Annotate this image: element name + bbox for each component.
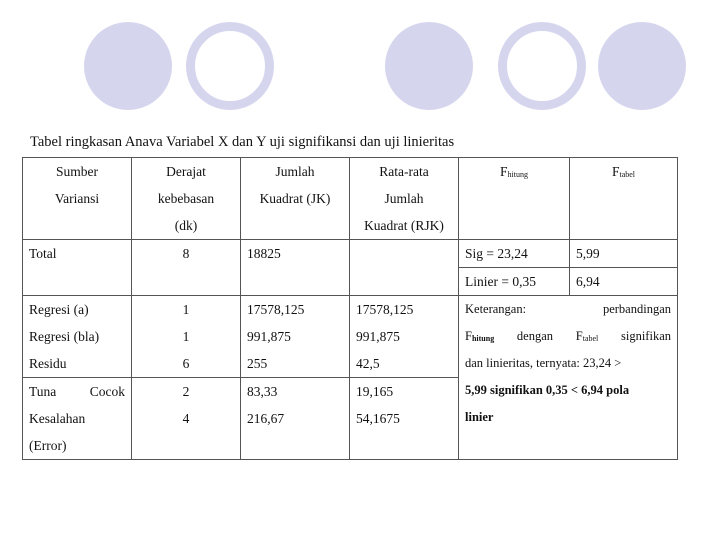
keterangan-line: 5,99 signifikan 0,35 < 6,94 pola <box>465 383 630 397</box>
cell-tuna-jk <box>241 378 350 460</box>
label-residu: Residu <box>29 356 67 371</box>
keterangan-line <box>465 323 671 350</box>
header-text: Jumlah <box>384 191 424 206</box>
cell-sig-tabel: 5,99 <box>570 240 678 268</box>
header-f-tabel <box>570 158 678 240</box>
cell-total-label: Total <box>23 240 132 296</box>
cell-tuna-dk <box>132 378 241 460</box>
cell-regresi-labels <box>23 296 132 378</box>
header-text: F <box>611 164 620 179</box>
decorative-circle-ring <box>498 22 586 110</box>
cell-total-dk: 8 <box>132 240 241 296</box>
decorative-circle-filled <box>385 22 473 110</box>
table-caption: Tabel ringkasan Anava Variabel X dan Y uji signifikansi dan uji linieritas <box>30 134 455 150</box>
cell-linier: Linier = 0,35 <box>459 268 570 296</box>
keterangan-f-hitung: $F_{hitung}$ <box>465 329 495 343</box>
cell-tuna-labels <box>23 378 132 460</box>
header-text: F <box>500 164 508 179</box>
table-row-regresi <box>23 296 678 378</box>
cell-total-rjk <box>350 240 459 296</box>
value-jk: 991,875 <box>247 329 291 344</box>
value-rjk: 991,875 <box>356 329 400 344</box>
cell-sig: Sig = 23,24 <box>459 240 570 268</box>
label-kesalahan: Kesalahan <box>29 411 86 426</box>
header-jumlah-kuadrat <box>241 158 350 240</box>
cell-total-jk: 18825 <box>241 240 350 296</box>
cell-regresi-rjk <box>350 296 459 378</box>
label-error: (Error) <box>29 438 67 453</box>
header-f-hitung <box>459 158 570 240</box>
value-jk: 17578,125 <box>247 302 305 317</box>
header-text: (dk) <box>174 218 198 233</box>
cell-linier-tabel: 6,94 <box>570 268 678 296</box>
label-regresi-bla: Regresi (bla) <box>29 329 100 344</box>
value-rjk: 19,165 <box>356 384 394 399</box>
value-jk: 255 <box>247 356 268 371</box>
header-subscript: tabel <box>619 170 636 179</box>
header-text: Jumlah <box>275 164 315 179</box>
keterangan-line <box>465 296 671 323</box>
header-text: Variansi <box>54 191 100 206</box>
header-rata-rata <box>350 158 459 240</box>
header-text: Sumber <box>56 164 98 179</box>
value-dk: 1 <box>182 329 190 344</box>
value-jk: 216,67 <box>247 411 285 426</box>
value-dk: 1 <box>182 302 190 317</box>
header-text: Rata-rata <box>379 164 429 179</box>
anova-table <box>22 157 678 460</box>
cell-keterangan <box>459 296 678 460</box>
keterangan-word: perbandingan <box>602 302 671 316</box>
value-rjk: 17578,125 <box>356 302 414 317</box>
keterangan-word: Keterangan: <box>465 302 527 316</box>
header-derajat-kebebasan <box>132 158 241 240</box>
decorative-circle-filled <box>598 22 686 110</box>
value-dk: 6 <box>182 356 190 371</box>
value-jk: 83,33 <box>247 384 278 399</box>
value-rjk: 42,5 <box>356 356 380 371</box>
header-sumber-variansi <box>23 158 132 240</box>
table-row-total <box>23 240 678 268</box>
decorative-circle-filled <box>84 22 172 110</box>
label-regresi-a: Regresi (a) <box>29 302 89 317</box>
keterangan-line: linier <box>465 410 494 424</box>
value-rjk: 54,1675 <box>356 411 400 426</box>
table-header-row <box>23 158 678 240</box>
keterangan-word: dengan <box>516 329 554 343</box>
cell-regresi-dk <box>132 296 241 378</box>
cell-regresi-jk <box>241 296 350 378</box>
header-text: Derajat <box>166 164 206 179</box>
cell-tuna-rjk <box>350 378 459 460</box>
header-subscript: hitung <box>507 170 528 179</box>
header-text: kebebasan <box>157 191 215 206</box>
header-text: Kuadrat (JK) <box>259 191 331 206</box>
keterangan-f-tabel: $F_{tabel}$ <box>575 329 599 343</box>
keterangan-word: signifikan <box>621 329 671 343</box>
value-dk: 2 <box>182 384 190 399</box>
value-dk: 4 <box>182 411 190 426</box>
decorative-circle-ring <box>186 22 274 110</box>
keterangan-line: dan linieritas, ternyata: 23,24 > <box>465 356 622 370</box>
label-tuna-cocok: Tuna Cocok <box>29 384 125 399</box>
header-text: Kuadrat (RJK) <box>364 218 444 233</box>
